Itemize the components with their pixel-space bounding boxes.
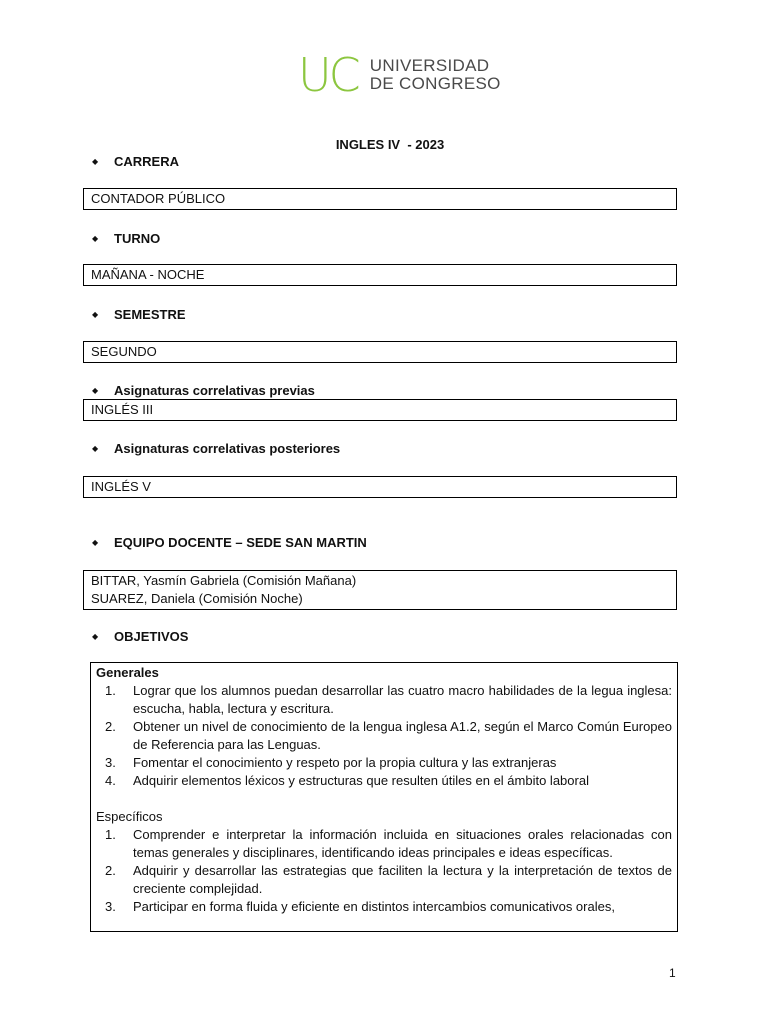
bullet-icon: ◆ <box>92 538 99 547</box>
list-item: 1. Lograr que los alumnos puedan desarrollar las cuatro macro habilidades de la legua inglesa: escucha, habla, lectura y escritura. <box>105 683 672 716</box>
logo-line-2: DE CONGRESO <box>369 74 501 93</box>
heading-objetivos-label: OBJETIVOS <box>114 629 189 644</box>
list-item: 4. Adquirir elementos léxicos y estructuras que resulten útiles en el ámbito laboral <box>105 773 589 788</box>
heading-equipo-label: EQUIPO DOCENTE – SEDE SAN MARTIN <box>114 535 367 550</box>
heading-turno <box>92 231 160 246</box>
heading-posteriores <box>92 441 340 456</box>
university-logo <box>298 48 501 102</box>
list-item: 1. Comprender e interpretar la información incluida en situaciones orales relacionadas con temas generales y disciplinares, identificando ideas principales e ideas específicas. <box>105 827 672 860</box>
logo-wordmark <box>370 57 501 93</box>
list-item: 3. Participar en forma fluida y eficiente en distintos intercambios comunicativos orales, <box>105 899 615 914</box>
generales-list <box>96 682 672 790</box>
carrera-value: CONTADOR PÚBLICO <box>91 191 226 206</box>
objetivos-box <box>90 662 678 932</box>
heading-previas-label: Asignaturas correlativas previas <box>114 383 315 398</box>
turno-box <box>83 264 677 286</box>
posteriores-box <box>83 476 677 498</box>
heading-previas <box>92 383 315 398</box>
bullet-icon: ◆ <box>92 310 99 319</box>
document-title-text: INGLES IV - 2023 <box>335 137 445 152</box>
carrera-box <box>83 188 677 210</box>
list-item: 3. Fomentar el conocimiento y respeto por la propia cultura y las extranjeras <box>105 755 557 770</box>
especificos-list <box>96 826 672 916</box>
heading-equipo-docente <box>92 535 367 550</box>
heading-carrera-label: CARRERA <box>114 154 179 169</box>
heading-semestre-label: SEMESTRE <box>114 307 186 322</box>
previas-value: INGLÉS III <box>91 402 154 417</box>
equipo-box <box>83 570 677 610</box>
heading-posteriores-label: Asignaturas correlativas posteriores <box>114 441 341 456</box>
bullet-icon: ◆ <box>92 157 99 166</box>
page-number: 1 <box>669 966 676 980</box>
logo-line-1: UNIVERSIDAD <box>369 56 490 75</box>
list-item: 2. Obtener un nivel de conocimiento de la lengua inglesa A1.2, según el Marco Común Europeo de Referencia para las Lenguas. <box>105 719 672 752</box>
especificos-label: Específicos <box>96 809 163 824</box>
heading-objetivos <box>92 629 188 644</box>
heading-semestre <box>92 307 186 322</box>
previas-box <box>83 399 677 421</box>
generales-label: Generales <box>96 665 159 680</box>
heading-carrera <box>92 154 179 169</box>
bullet-icon: ◆ <box>92 386 99 395</box>
bullet-icon: ◆ <box>92 234 99 243</box>
list-item: 2. Adquirir y desarrollar las estrategias que faciliten la lectura y la interpretación de textos de creciente complejidad. <box>105 863 672 896</box>
bullet-icon: ◆ <box>92 444 99 453</box>
semestre-value: SEGUNDO <box>91 344 157 359</box>
turno-value: MAÑANA - NOCHE <box>91 267 205 282</box>
bullet-icon: ◆ <box>92 632 99 641</box>
logo-mark: UC <box>298 48 358 102</box>
posteriores-value: INGLÉS V <box>91 479 151 494</box>
document-title <box>0 137 768 152</box>
docente-2: SUAREZ, Daniela (Comisión Noche) <box>91 591 303 606</box>
heading-turno-label: TURNO <box>114 231 161 246</box>
semestre-box <box>83 341 677 363</box>
docente-1: BITTAR, Yasmín Gabriela (Comisión Mañana) <box>91 573 357 588</box>
